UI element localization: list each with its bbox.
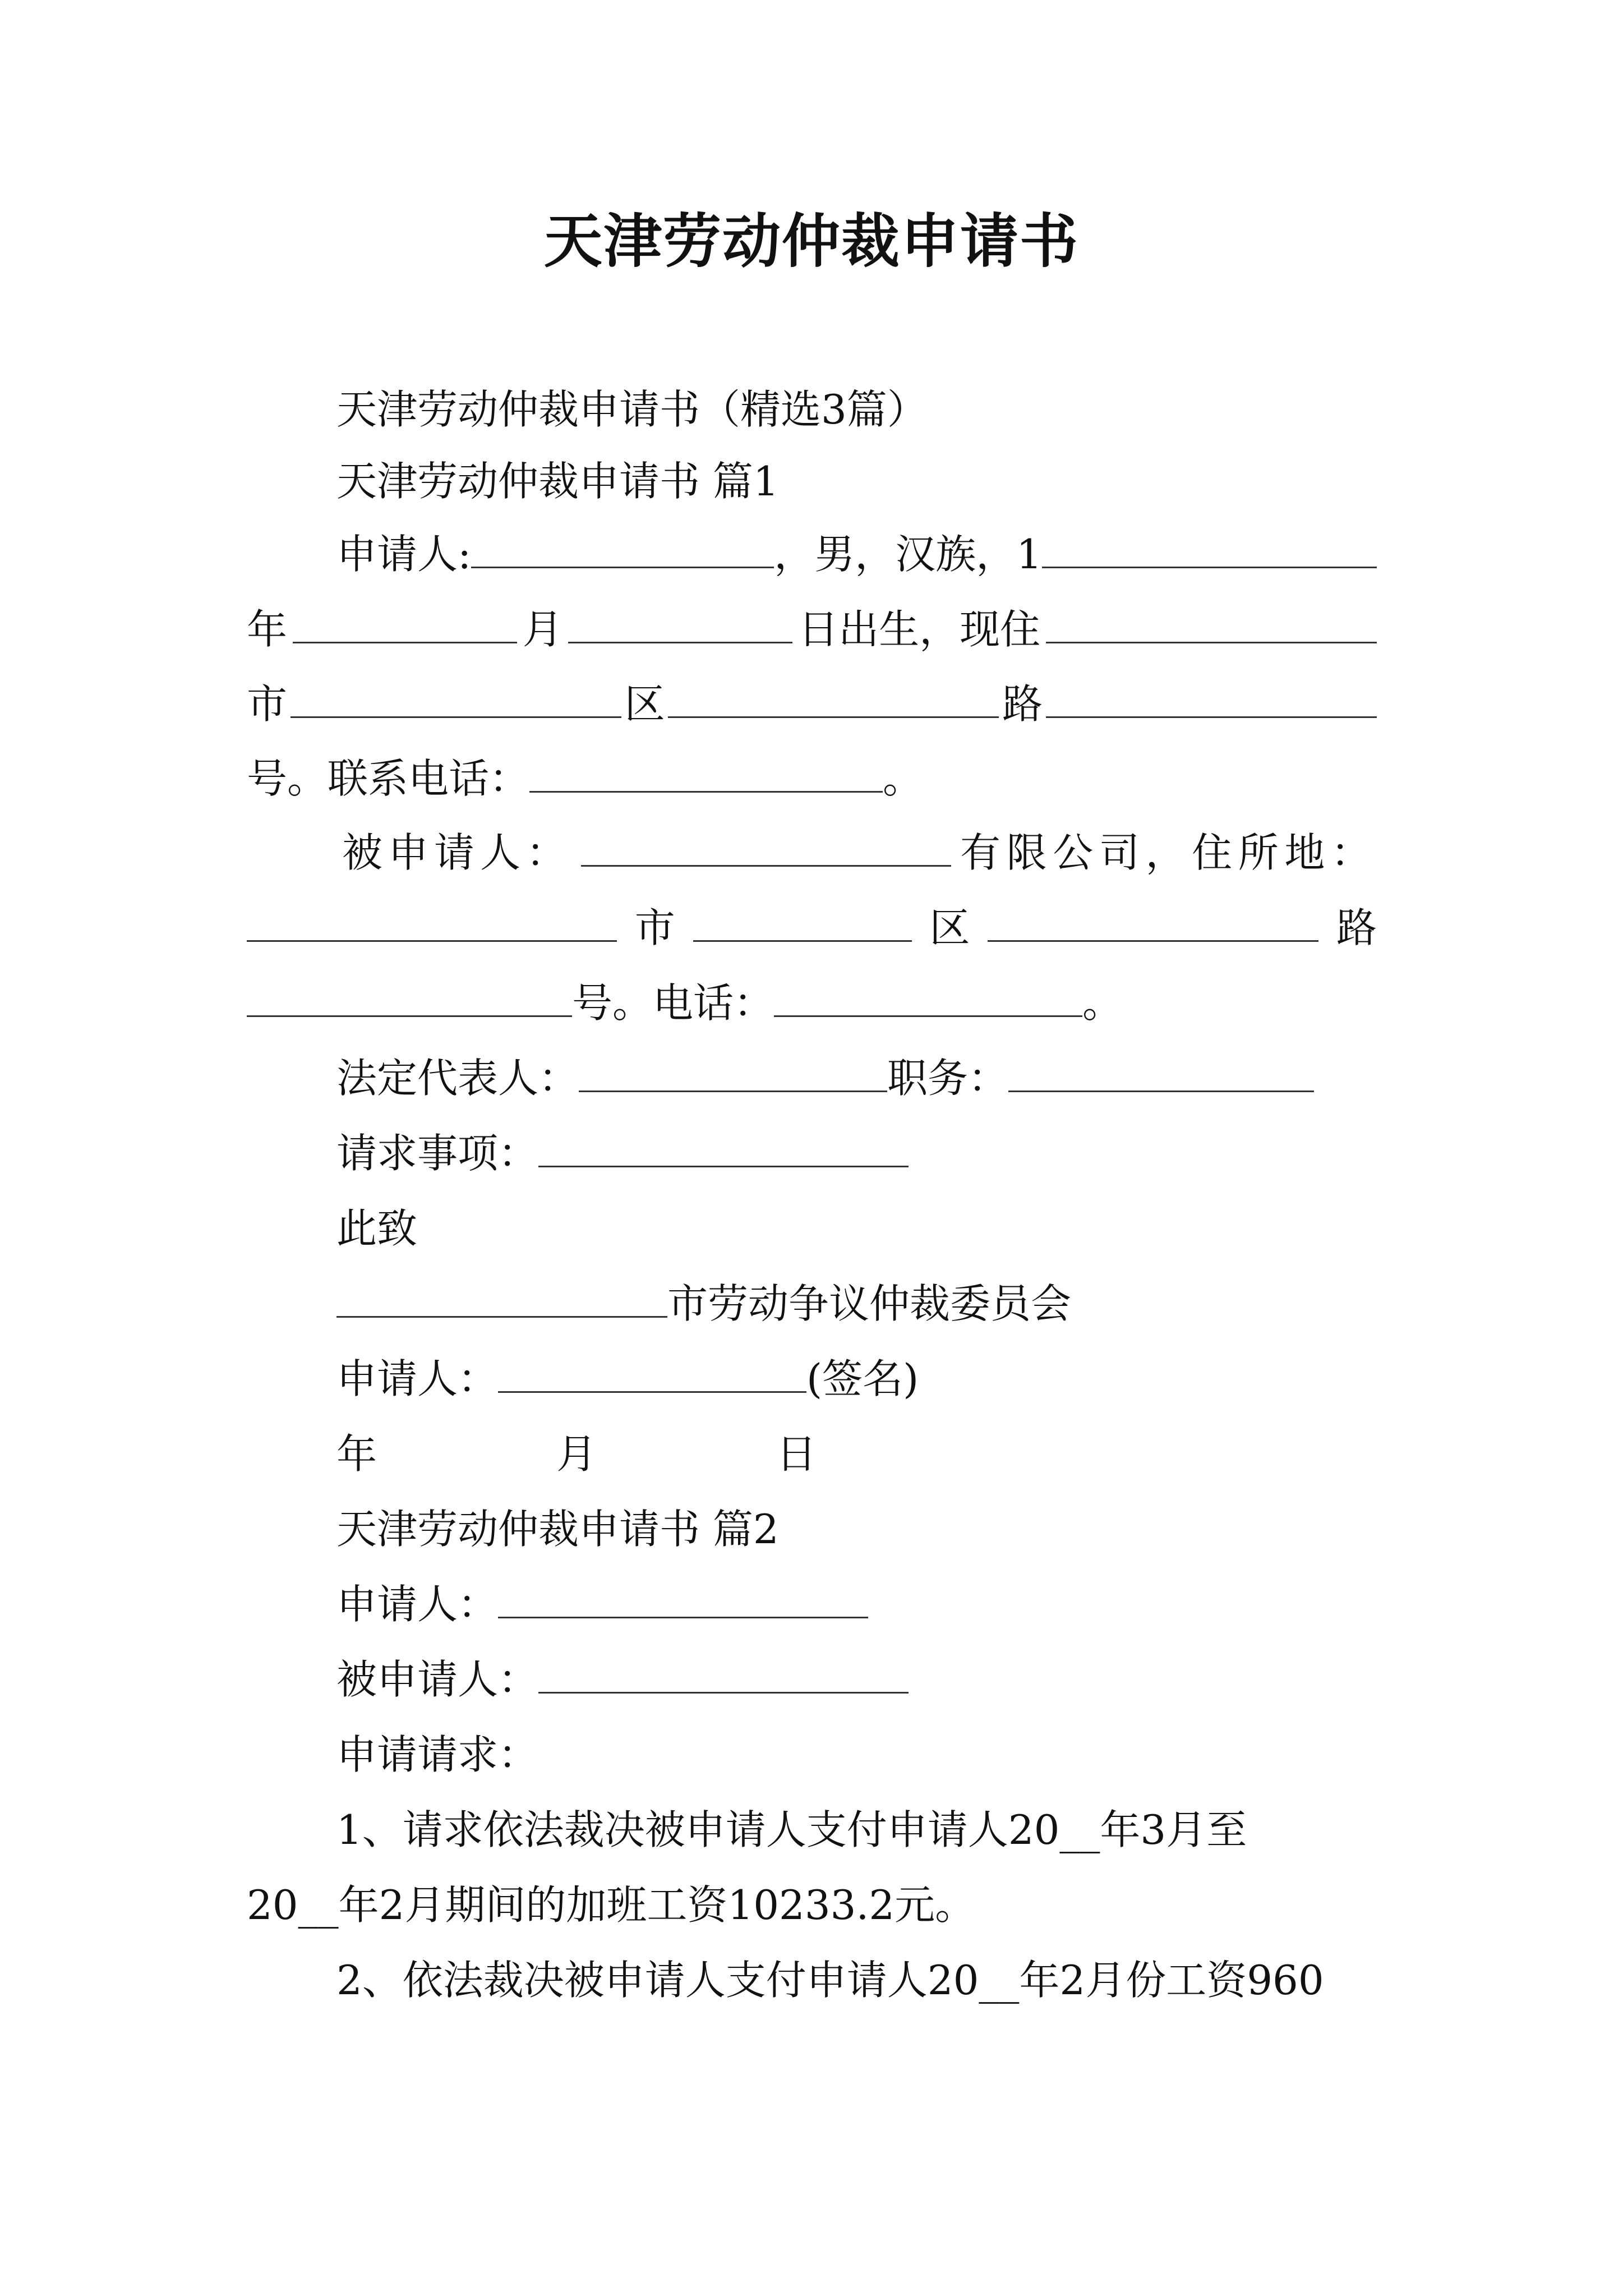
respondent-phone-period: 。 [1082,979,1123,1027]
respondent-address-line [247,900,1377,956]
birth-residence-label: 日出生，现住 [798,606,1041,653]
respondent-phone-line [247,975,1123,1031]
district-blank[interactable] [668,683,999,718]
claim-1-line-2: 20__年2月期间的加班工资10233.2元。 [247,1881,976,1929]
part2-respondent-line [336,1651,909,1708]
signature-note: (签名) [806,1355,919,1402]
date-day-label: 日 [776,1430,817,1478]
respondent-city-label: 市 [634,904,675,951]
birth-year-blank[interactable] [1042,533,1377,568]
date-year-label: 年 [336,1430,377,1478]
committee-line [336,1276,1071,1332]
respondent-line [342,825,1377,881]
request-items-blank[interactable] [538,1133,909,1167]
signature-label: 申请人： [336,1355,499,1402]
salutation: 此致 [336,1205,418,1252]
applicant-gender-ethnicity: ，男，汉族，1 [774,531,1043,578]
road-blank[interactable] [1046,683,1377,718]
claim-2-line-1: 2、依法裁决被申请人支付申请人20__年2月份工资960 [336,1957,1324,2004]
part2-applicant-label: 申请人： [336,1581,499,1628]
respondent-phone-label: 号。电话： [572,979,774,1027]
birth-month-blank[interactable] [568,609,792,643]
birth-year-tail-blank[interactable] [293,609,517,643]
respondent-phone-blank[interactable] [774,982,1082,1017]
respondent-district-label: 区 [929,904,970,951]
part2-respondent-label: 被申请人： [336,1656,539,1703]
position-blank[interactable] [1008,1057,1314,1092]
section-heading-1: 天津劳动仲裁申请书 篇1 [336,458,779,505]
respondent-number-blank[interactable] [247,982,572,1017]
legal-rep-line [336,1050,1314,1106]
respondent-address-blank[interactable] [247,907,617,942]
committee-label: 市劳动争议仲裁委员会 [667,1280,1072,1327]
signature-blank[interactable] [498,1358,806,1393]
legal-rep-blank[interactable] [579,1057,887,1092]
committee-city-blank[interactable] [336,1283,667,1318]
respondent-road-label: 路 [1336,904,1377,951]
request-items-line [336,1125,909,1181]
district-label: 区 [624,680,665,728]
year-label: 年 [247,606,288,653]
phone-label: 号。联系电话： [247,755,530,802]
section-heading-2: 天津劳动仲裁申请书 篇2 [336,1506,779,1553]
part2-request-label: 申请请求： [336,1731,539,1778]
legal-rep-label: 法定代表人： [336,1055,579,1102]
part2-applicant-line [336,1576,868,1632]
residence-blank[interactable] [1046,609,1377,643]
phone-period: 。 [883,755,924,802]
birth-residence-line [247,601,1377,657]
address-line [247,676,1377,732]
request-items-label: 请求事项： [336,1130,539,1177]
part2-applicant-blank[interactable] [498,1584,868,1618]
position-label: 职务： [887,1055,1009,1102]
road-label: 路 [1002,680,1043,728]
document-title: 天津劳动仲裁申请书 [543,206,1079,275]
city-label: 市 [247,680,288,728]
claim-1-line-1: 1、请求依法裁决被申请人支付申请人20__年3月至 [336,1806,1247,1853]
company-address-label: 有限公司，住所地： [960,829,1377,876]
phone-line [247,751,923,807]
subtitle: 天津劳动仲裁申请书（精选3篇） [336,386,928,433]
month-label: 月 [522,606,563,653]
date-month-label: 月 [556,1430,597,1478]
respondent-label: 被申请人： [342,829,573,876]
respondent-district-blank[interactable] [988,907,1318,942]
city-blank[interactable] [291,683,621,718]
applicant-label: 申请人: [336,531,472,578]
respondent-city-blank[interactable] [693,907,912,942]
applicant-name-blank[interactable] [471,533,774,568]
part2-respondent-blank[interactable] [538,1659,909,1694]
applicant-line [336,526,1377,582]
respondent-company-blank[interactable] [581,832,951,867]
signature-line [336,1351,919,1407]
phone-blank[interactable] [529,758,883,793]
date-line [336,1426,817,1482]
